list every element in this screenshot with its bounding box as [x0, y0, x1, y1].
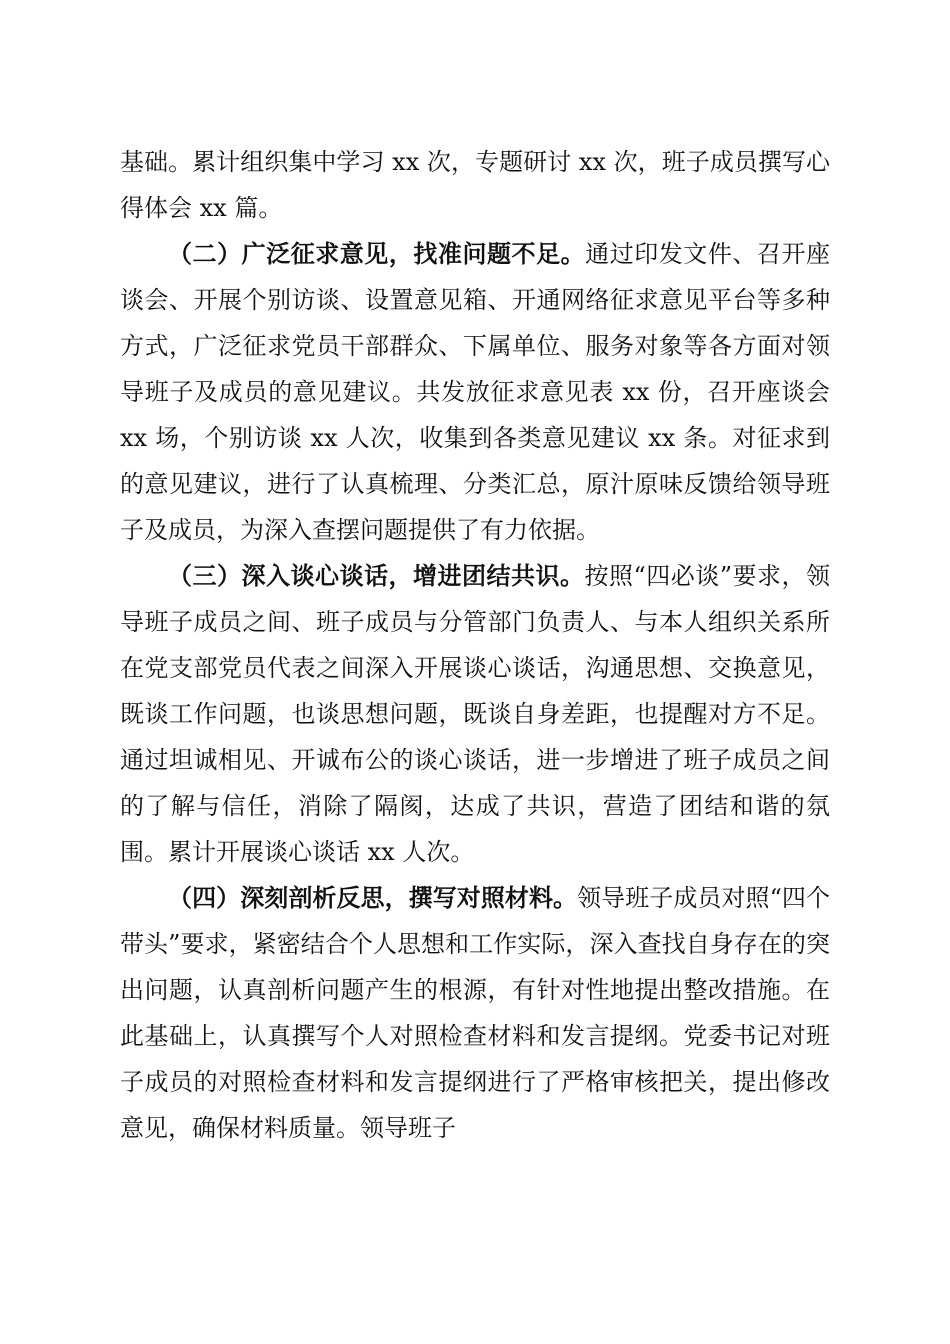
paragraph-body: 领导班子成员对照“四个带头”要求，紧密结合个人思想和工作实际，深入查找自身存在的突出问题，认真剖析问题产生的根源，有针对性地提出整改措施。在此基础上，认真撰写个人对照检查材料和发言提纲。党委书记对班子成员的对照检查材料和发言提纲进行了严格审核把关，提出修改意见，确保材料质量。领导班子 — [120, 884, 830, 1142]
section-heading: （二）广泛征求意见，找准问题不足。 — [168, 239, 586, 268]
paragraph-section-3 — [120, 553, 830, 875]
paragraph-body: 基础。累计组织集中学习 xx 次，专题研讨 xx 次，班子成员撰写心得体会 xx 篇。 — [120, 148, 830, 222]
section-heading: （四）深刻剖析反思，撰写对照材料。 — [168, 883, 578, 912]
paragraph-body: 按照“四必谈”要求，领导班子成员之间、班子成员与分管部门负责人、与本人组织关系所在党支部党员代表之间深入开展谈心谈话，沟通思想、交换意见，既谈工作问题，也谈思想问题，既谈自身差距，也提醒对方不足。通过坦诚相见、开诚布公的谈心谈话，进一步增进了班子成员之间的了解与信任，消除了隔阂，达成了共识，营造了团结和谐的氛围。累计开展谈心谈话 xx 人次。 — [120, 562, 831, 866]
document-body — [120, 139, 830, 1151]
paragraph-body: 通过印发文件、召开座谈会、开展个别访谈、设置意见箱、开通网络征求意见平台等多种方式，广泛征求党员干部群众、下属单位、服务对象等各方面对领导班子及成员的意见建议。共发放征求意见表 xx 份，召开座谈会 xx 场，个别访谈 xx 人次，收集到各类意见建议 xx 条。对征求到的意见建议，进行了认真梳理、分类汇总，原汁原味反馈给领导班子及成员，为深入查摆问题提供了有力依据。 — [120, 240, 831, 544]
paragraph-section-4 — [120, 875, 830, 1151]
paragraph-section-2 — [120, 231, 830, 553]
section-heading: （三）深入谈心谈话，增进团结共识。 — [168, 561, 585, 590]
paragraph-continuation — [120, 139, 830, 231]
